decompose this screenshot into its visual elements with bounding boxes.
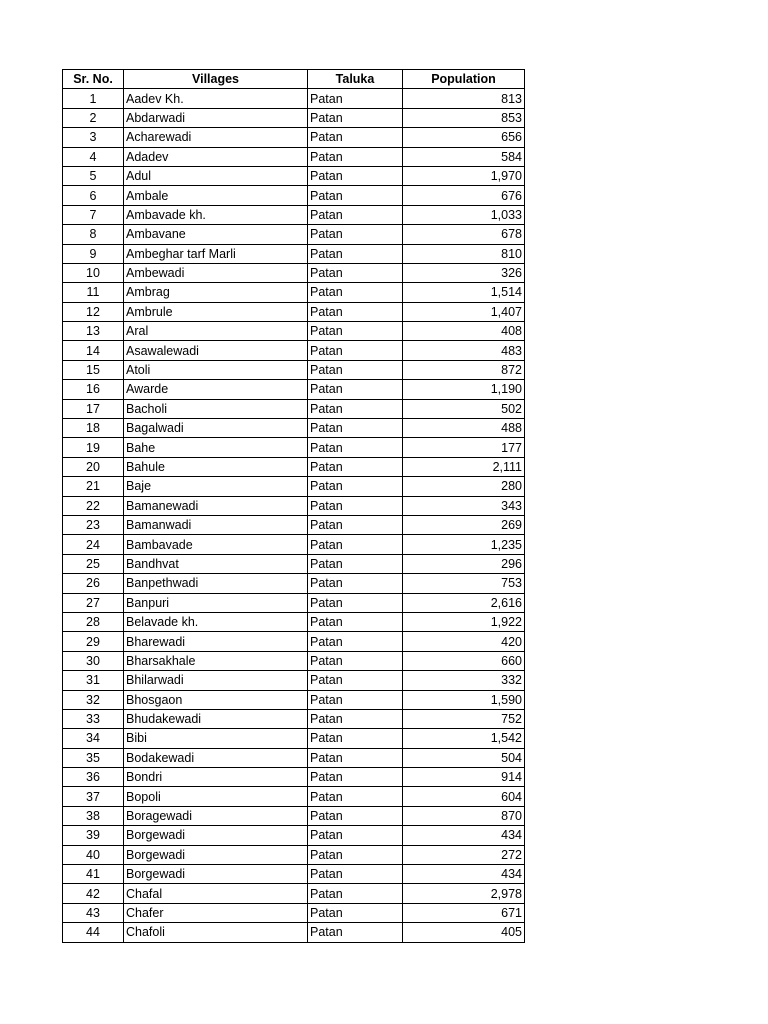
cell-population: 1,922 [403, 612, 525, 631]
cell-taluka: Patan [308, 865, 403, 884]
cell-taluka: Patan [308, 806, 403, 825]
cell-sr-no: 2 [63, 108, 124, 127]
cell-population: 678 [403, 225, 525, 244]
cell-population: 813 [403, 89, 525, 108]
table-row [63, 302, 525, 321]
table-row [63, 419, 525, 438]
cell-village: Bahule [124, 457, 308, 476]
table-row [63, 651, 525, 670]
cell-village: Bhudakewadi [124, 709, 308, 728]
cell-taluka: Patan [308, 729, 403, 748]
cell-taluka: Patan [308, 787, 403, 806]
cell-taluka: Patan [308, 360, 403, 379]
cell-taluka: Patan [308, 166, 403, 185]
cell-village: Bharewadi [124, 632, 308, 651]
cell-taluka: Patan [308, 399, 403, 418]
cell-village: Bahe [124, 438, 308, 457]
cell-population: 405 [403, 923, 525, 942]
table-row [63, 729, 525, 748]
cell-taluka: Patan [308, 496, 403, 515]
cell-taluka: Patan [308, 574, 403, 593]
cell-village: Baje [124, 477, 308, 496]
cell-taluka: Patan [308, 380, 403, 399]
cell-sr-no: 39 [63, 826, 124, 845]
cell-village: Acharewadi [124, 128, 308, 147]
cell-population: 2,616 [403, 593, 525, 612]
cell-sr-no: 33 [63, 709, 124, 728]
cell-taluka: Patan [308, 671, 403, 690]
cell-taluka: Patan [308, 651, 403, 670]
cell-population: 343 [403, 496, 525, 515]
cell-sr-no: 7 [63, 205, 124, 224]
cell-taluka: Patan [308, 477, 403, 496]
cell-sr-no: 27 [63, 593, 124, 612]
cell-sr-no: 23 [63, 515, 124, 534]
cell-village: Ambavane [124, 225, 308, 244]
table-header [63, 70, 525, 89]
cell-sr-no: 30 [63, 651, 124, 670]
cell-sr-no: 13 [63, 322, 124, 341]
table-row [63, 593, 525, 612]
cell-population: 2,111 [403, 457, 525, 476]
cell-village: Bandhvat [124, 554, 308, 573]
table-row [63, 768, 525, 787]
cell-sr-no: 25 [63, 554, 124, 573]
cell-village: Borgewadi [124, 826, 308, 845]
table-row [63, 865, 525, 884]
cell-sr-no: 22 [63, 496, 124, 515]
cell-taluka: Patan [308, 515, 403, 534]
cell-sr-no: 16 [63, 380, 124, 399]
table-row [63, 612, 525, 631]
cell-taluka: Patan [308, 612, 403, 631]
header-taluka: Taluka [308, 70, 403, 89]
cell-population: 752 [403, 709, 525, 728]
cell-population: 2,978 [403, 884, 525, 903]
cell-sr-no: 32 [63, 690, 124, 709]
cell-population: 1,542 [403, 729, 525, 748]
cell-population: 408 [403, 322, 525, 341]
cell-taluka: Patan [308, 554, 403, 573]
cell-sr-no: 1 [63, 89, 124, 108]
cell-taluka: Patan [308, 826, 403, 845]
cell-population: 1,514 [403, 283, 525, 302]
cell-village: Bharsakhale [124, 651, 308, 670]
cell-taluka: Patan [308, 263, 403, 282]
cell-village: Banpethwadi [124, 574, 308, 593]
table-row [63, 496, 525, 515]
cell-sr-no: 35 [63, 748, 124, 767]
cell-population: 1,590 [403, 690, 525, 709]
cell-village: Banpuri [124, 593, 308, 612]
table-row [63, 574, 525, 593]
cell-village: Borgewadi [124, 845, 308, 864]
cell-village: Bamanwadi [124, 515, 308, 534]
table-row [63, 515, 525, 534]
cell-village: Bacholi [124, 399, 308, 418]
cell-population: 1,970 [403, 166, 525, 185]
header-sr-no: Sr. No. [63, 70, 124, 89]
table-row [63, 787, 525, 806]
cell-sr-no: 12 [63, 302, 124, 321]
cell-population: 660 [403, 651, 525, 670]
cell-sr-no: 44 [63, 923, 124, 942]
village-population-table [62, 69, 525, 943]
cell-sr-no: 17 [63, 399, 124, 418]
table-row [63, 205, 525, 224]
table-row [63, 263, 525, 282]
cell-sr-no: 28 [63, 612, 124, 631]
table-row [63, 399, 525, 418]
cell-taluka: Patan [308, 147, 403, 166]
cell-sr-no: 15 [63, 360, 124, 379]
cell-sr-no: 38 [63, 806, 124, 825]
cell-village: Adadev [124, 147, 308, 166]
cell-village: Ambewadi [124, 263, 308, 282]
cell-taluka: Patan [308, 768, 403, 787]
cell-taluka: Patan [308, 903, 403, 922]
table-row [63, 535, 525, 554]
cell-taluka: Patan [308, 186, 403, 205]
cell-sr-no: 8 [63, 225, 124, 244]
cell-population: 483 [403, 341, 525, 360]
cell-sr-no: 11 [63, 283, 124, 302]
table-row [63, 690, 525, 709]
cell-population: 1,033 [403, 205, 525, 224]
cell-taluka: Patan [308, 419, 403, 438]
cell-population: 296 [403, 554, 525, 573]
cell-population: 676 [403, 186, 525, 205]
cell-population: 914 [403, 768, 525, 787]
cell-population: 671 [403, 903, 525, 922]
cell-village: Awarde [124, 380, 308, 399]
cell-sr-no: 18 [63, 419, 124, 438]
cell-village: Bamanewadi [124, 496, 308, 515]
table-row [63, 806, 525, 825]
cell-taluka: Patan [308, 302, 403, 321]
cell-sr-no: 26 [63, 574, 124, 593]
cell-taluka: Patan [308, 89, 403, 108]
table-row [63, 341, 525, 360]
cell-taluka: Patan [308, 632, 403, 651]
table-row [63, 748, 525, 767]
table-row [63, 826, 525, 845]
table-row [63, 671, 525, 690]
cell-population: 502 [403, 399, 525, 418]
cell-population: 434 [403, 826, 525, 845]
cell-village: Bagalwadi [124, 419, 308, 438]
table-row [63, 554, 525, 573]
cell-village: Bibi [124, 729, 308, 748]
cell-taluka: Patan [308, 225, 403, 244]
table-row [63, 632, 525, 651]
table-row [63, 147, 525, 166]
cell-sr-no: 10 [63, 263, 124, 282]
cell-population: 177 [403, 438, 525, 457]
cell-taluka: Patan [308, 535, 403, 554]
cell-village: Bondri [124, 768, 308, 787]
table-row [63, 128, 525, 147]
table-row [63, 438, 525, 457]
cell-sr-no: 4 [63, 147, 124, 166]
table-row [63, 923, 525, 942]
cell-population: 280 [403, 477, 525, 496]
table-row [63, 360, 525, 379]
cell-village: Belavade kh. [124, 612, 308, 631]
cell-population: 656 [403, 128, 525, 147]
cell-sr-no: 36 [63, 768, 124, 787]
cell-population: 1,190 [403, 380, 525, 399]
cell-population: 1,235 [403, 535, 525, 554]
cell-village: Chafoli [124, 923, 308, 942]
cell-population: 870 [403, 806, 525, 825]
table-row [63, 457, 525, 476]
cell-sr-no: 3 [63, 128, 124, 147]
cell-sr-no: 37 [63, 787, 124, 806]
table-row [63, 108, 525, 127]
table-row [63, 709, 525, 728]
cell-taluka: Patan [308, 923, 403, 942]
cell-sr-no: 29 [63, 632, 124, 651]
cell-village: Adul [124, 166, 308, 185]
cell-taluka: Patan [308, 845, 403, 864]
cell-sr-no: 20 [63, 457, 124, 476]
cell-sr-no: 24 [63, 535, 124, 554]
cell-village: Borgewadi [124, 865, 308, 884]
cell-taluka: Patan [308, 593, 403, 612]
cell-village: Bhilarwadi [124, 671, 308, 690]
cell-taluka: Patan [308, 438, 403, 457]
cell-taluka: Patan [308, 108, 403, 127]
cell-village: Ambrag [124, 283, 308, 302]
cell-sr-no: 21 [63, 477, 124, 496]
table-row [63, 477, 525, 496]
cell-sr-no: 9 [63, 244, 124, 263]
table-row [63, 884, 525, 903]
table-row [63, 244, 525, 263]
cell-taluka: Patan [308, 341, 403, 360]
cell-village: Asawalewadi [124, 341, 308, 360]
cell-village: Bhosgaon [124, 690, 308, 709]
cell-sr-no: 6 [63, 186, 124, 205]
cell-population: 488 [403, 419, 525, 438]
cell-sr-no: 14 [63, 341, 124, 360]
cell-sr-no: 40 [63, 845, 124, 864]
cell-population: 604 [403, 787, 525, 806]
cell-village: Bambavade [124, 535, 308, 554]
cell-village: Bodakewadi [124, 748, 308, 767]
cell-population: 853 [403, 108, 525, 127]
cell-sr-no: 34 [63, 729, 124, 748]
cell-population: 326 [403, 263, 525, 282]
table-row [63, 283, 525, 302]
cell-village: Ambavade kh. [124, 205, 308, 224]
cell-village: Aral [124, 322, 308, 341]
cell-village: Bopoli [124, 787, 308, 806]
cell-village: Chafal [124, 884, 308, 903]
cell-sr-no: 42 [63, 884, 124, 903]
cell-population: 810 [403, 244, 525, 263]
cell-taluka: Patan [308, 690, 403, 709]
cell-sr-no: 31 [63, 671, 124, 690]
cell-taluka: Patan [308, 322, 403, 341]
table-row [63, 89, 525, 108]
cell-sr-no: 5 [63, 166, 124, 185]
cell-population: 269 [403, 515, 525, 534]
header-row [63, 70, 525, 89]
cell-population: 272 [403, 845, 525, 864]
cell-population: 504 [403, 748, 525, 767]
cell-sr-no: 41 [63, 865, 124, 884]
cell-taluka: Patan [308, 205, 403, 224]
cell-population: 332 [403, 671, 525, 690]
cell-village: Atoli [124, 360, 308, 379]
table-body [63, 89, 525, 942]
cell-village: Boragewadi [124, 806, 308, 825]
table-row [63, 380, 525, 399]
cell-sr-no: 19 [63, 438, 124, 457]
cell-taluka: Patan [308, 748, 403, 767]
cell-population: 753 [403, 574, 525, 593]
cell-population: 420 [403, 632, 525, 651]
cell-population: 1,407 [403, 302, 525, 321]
cell-population: 584 [403, 147, 525, 166]
cell-village: Ambale [124, 186, 308, 205]
cell-taluka: Patan [308, 244, 403, 263]
header-villages: Villages [124, 70, 308, 89]
cell-taluka: Patan [308, 709, 403, 728]
table-row [63, 845, 525, 864]
cell-village: Ambeghar tarf Marli [124, 244, 308, 263]
cell-population: 872 [403, 360, 525, 379]
table-row [63, 903, 525, 922]
table-row [63, 186, 525, 205]
header-population: Population [403, 70, 525, 89]
cell-taluka: Patan [308, 884, 403, 903]
table-row [63, 225, 525, 244]
cell-population: 434 [403, 865, 525, 884]
table-row [63, 166, 525, 185]
cell-sr-no: 43 [63, 903, 124, 922]
cell-village: Chafer [124, 903, 308, 922]
cell-village: Abdarwadi [124, 108, 308, 127]
cell-taluka: Patan [308, 283, 403, 302]
cell-village: Aadev Kh. [124, 89, 308, 108]
cell-taluka: Patan [308, 457, 403, 476]
table-row [63, 322, 525, 341]
cell-taluka: Patan [308, 128, 403, 147]
cell-village: Ambrule [124, 302, 308, 321]
